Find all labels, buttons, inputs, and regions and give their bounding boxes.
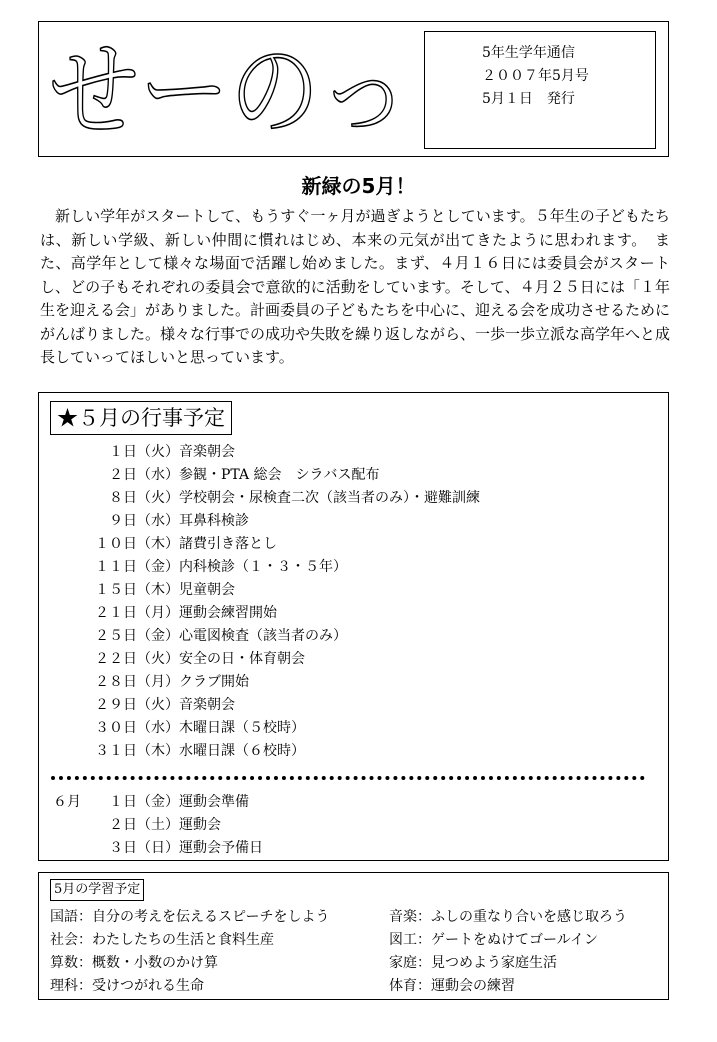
issue-line: 5月１日 発行 (482, 91, 575, 107)
event-row (39, 487, 668, 510)
issue-line: 5年生学年通信 (482, 45, 575, 61)
events-title: ★５月の行事予定 (50, 401, 232, 435)
event-day: ２８日（月） (95, 674, 179, 690)
dotted-divider (51, 776, 645, 780)
event-row (39, 602, 668, 625)
event-day: ３１日（木） (95, 743, 179, 759)
subject-line: 理科：受けつがれる生命 (50, 978, 204, 994)
subject-line: 音楽：ふしの重なり合いを感じ取ろう (389, 909, 627, 925)
event-text: 学校朝会・尿検査二次（該当者のみ）・避難訓練 (179, 490, 480, 506)
subject-line: 算数：概数・小数のかけ算 (50, 955, 218, 971)
subject-line: 国語：自分の考えを伝えるスピーチをしよう (50, 909, 330, 925)
event-day: ２日（水） (109, 467, 179, 483)
event-row (39, 533, 668, 556)
event-day: １５日（木） (95, 582, 179, 598)
newsletter-logo (49, 28, 419, 153)
event-row (39, 441, 668, 464)
event-row (39, 740, 668, 763)
study-plan-title: 5月の学習予定 (50, 879, 144, 901)
event-text: 内科検診（１・３・５年） (179, 559, 347, 575)
event-day: ２５日（金） (95, 628, 179, 644)
event-day: １１日（金） (95, 559, 179, 575)
event-text: 水曜日課（６校時） (179, 743, 305, 759)
event-text: 運動会 (179, 817, 221, 833)
event-row (39, 579, 668, 602)
issue-info-box (424, 31, 656, 149)
intro-paragraph: 新しい学年がスタートして、もうすぐ一ヶ月が過ぎようとしています。５年生の子どもたちは、新しい学級、新しい仲間に慣れはじめ、本来の元気が出てきたように思われます。 また、高学年として様々な場面で活躍し始めました。まず、４月１６日には委員会がスタートし、どの子もそれぞれの委員会で意欲的に活動をしています。そして、４月２５日には「１年生を迎える会」がありました。計画委員の子どもたちを中心に、迎える会を成功させるためにがんばりました。様々な行事での成功や失敗を繰り返しながら、一歩一歩立派な高学年へと成長していってほしいと思っています。 (40, 207, 671, 366)
event-day: ２１日（月） (95, 605, 179, 621)
event-day: ２２日（火） (95, 651, 179, 667)
event-text: クラブ開始 (179, 674, 249, 690)
event-row (39, 556, 668, 579)
event-row (39, 694, 668, 717)
headline: 新緑の5月！ (301, 174, 416, 198)
event-day: ３０日（水） (95, 720, 179, 736)
subject-line: 社会：わたしたちの生活と食料生産 (50, 932, 274, 948)
event-day: ２９日（火） (95, 697, 179, 713)
subject-line: 家庭：見つめよう家庭生活 (389, 955, 557, 971)
event-text: 児童朝会 (179, 582, 235, 598)
event-text: 木曜日課（５校時） (179, 720, 305, 736)
event-row (39, 464, 668, 487)
logo-text: せーのっ (49, 30, 409, 153)
subject-line: 体育：運動会の練習 (389, 978, 515, 994)
event-text: 音楽朝会 (179, 444, 235, 460)
event-text: 心電図検査（該当者のみ） (179, 628, 347, 644)
event-row (39, 625, 668, 648)
event-day: １日（火） (109, 444, 179, 460)
event-day: ８日（火） (109, 490, 179, 506)
event-text: 安全の日・体育朝会 (179, 651, 305, 667)
event-text: 参観・PTA 総会 シラバス配布 (179, 467, 380, 483)
events-section (38, 392, 669, 861)
study-plan-section (38, 872, 669, 1000)
event-day: １日（金） (109, 794, 179, 810)
event-text: 運動会準備 (179, 794, 249, 810)
masthead (38, 21, 669, 157)
june-label: ６月 (53, 794, 81, 810)
event-row (39, 648, 668, 671)
event-text: 耳鼻科検診 (179, 513, 249, 529)
event-text: 運動会予備日 (179, 840, 263, 856)
event-row (39, 510, 668, 533)
event-day: １０日（木） (95, 536, 179, 552)
event-row (39, 671, 668, 694)
issue-line: ２００７年5月号 (482, 68, 589, 84)
event-day: ３日（日） (109, 840, 179, 856)
event-text: 音楽朝会 (179, 697, 235, 713)
event-text: 諸費引き落とし (179, 536, 277, 552)
event-text: 運動会練習開始 (179, 605, 277, 621)
event-day: ２日（土） (109, 817, 179, 833)
event-row (39, 717, 668, 740)
event-day: ９日（水） (109, 513, 179, 529)
subject-line: 図工：ゲートをぬけてゴールイン (389, 932, 599, 948)
